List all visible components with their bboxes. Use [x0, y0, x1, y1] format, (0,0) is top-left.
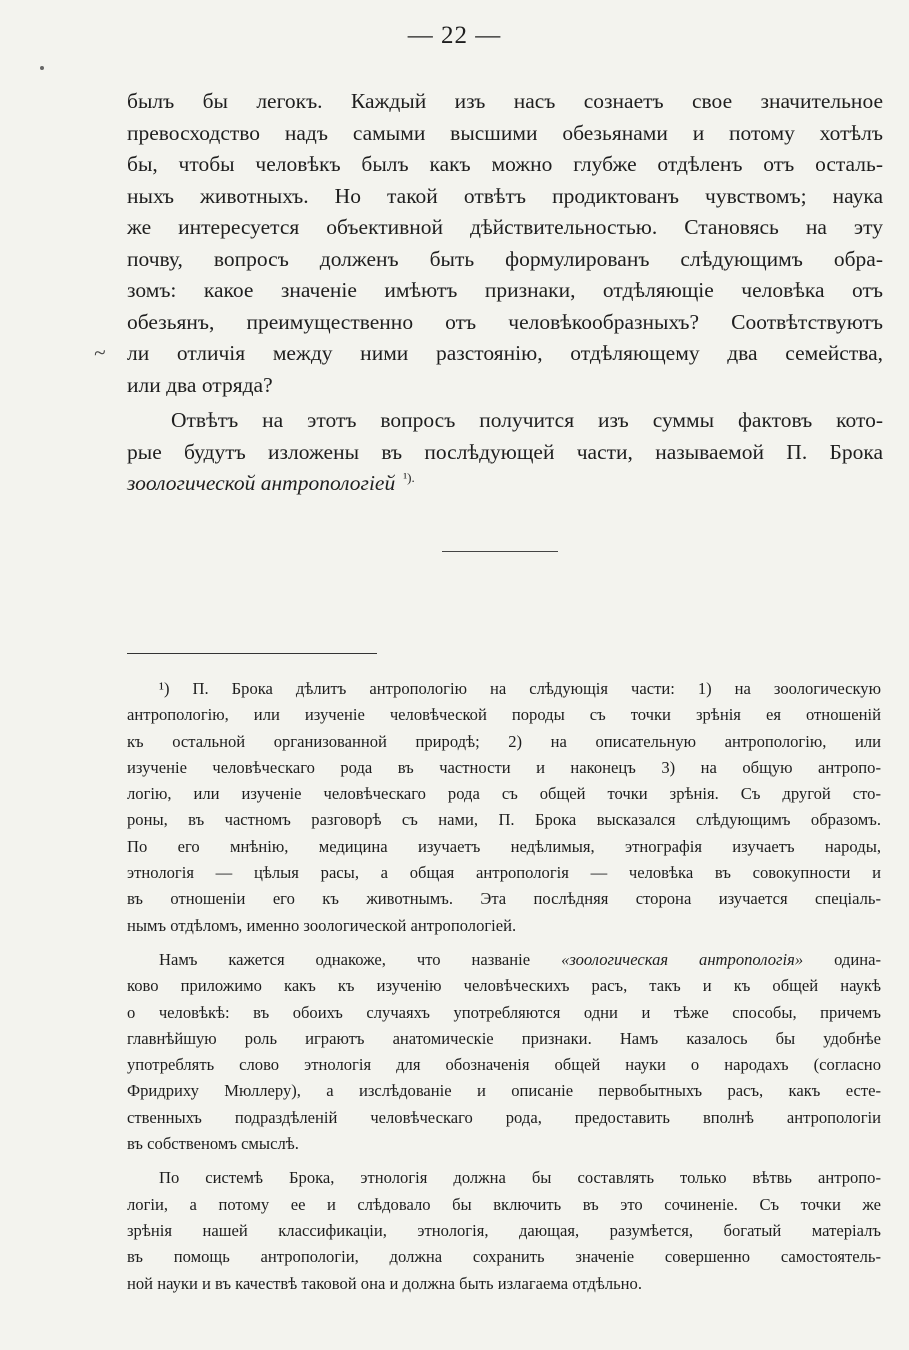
text-line: почву, вопросъ долженъ быть формулированъ слѣдующимъ обра-	[127, 246, 883, 271]
text-line: же интересуется объективной дѣйствительностью. Становясь на эту	[127, 215, 883, 239]
page-speck	[40, 66, 44, 70]
footnote-line: По его мнѣнію, медицина изучаетъ недѣлимыя, этнографія изучаетъ народы,	[127, 836, 881, 856]
italic-term: «зоологическая антропологія»	[561, 949, 804, 969]
footnote-reference: ¹).	[403, 469, 415, 485]
footnote-divider	[127, 653, 377, 654]
footnote-line: логію, или изученіе человѣческаго рода съ общей точки зрѣнія. Съ другой сто-	[127, 784, 881, 804]
footnote-line: въ отношеніи его къ животнымъ. Эта послѣдняя сторона изучается спеціаль-	[127, 889, 881, 909]
footnote-line: зрѣнія нашей классификаціи, этнологія, дающая, разумѣется, богатый матеріалъ	[127, 1220, 881, 1240]
main-paragraph-1	[127, 86, 883, 401]
text-line: зомъ: какое значеніе имѣютъ признаки, отдѣляющіе человѣка отъ	[127, 278, 883, 302]
footnote-line: въ собственомъ смыслѣ.	[127, 1134, 299, 1154]
footnote-line: главнѣйшую роль играютъ анатомическіе признаки. Намъ казалось бы удобнѣе	[127, 1028, 881, 1048]
main-paragraph-2	[127, 405, 883, 500]
footnote-paragraph-2	[127, 947, 881, 1157]
italic-term: зоологической антропологіей	[127, 471, 396, 495]
text-line: или два отряда?	[127, 372, 273, 397]
footnote-line: этнологія — цѣлыя расы, а общая антропологія — человѣка въ совокупности и	[127, 863, 881, 883]
text-line: обезьянъ, преимущественно отъ человѣкообразныхъ? Соотвѣтствуютъ	[127, 309, 883, 334]
footnote-line: употреблять слово этнологія для обозначенія общей науки о народахъ (согласно	[127, 1055, 881, 1075]
footnote-line: ственныхъ подраздѣленій человѣческаго рода, предоставить вполнѣ антропологіи	[127, 1107, 881, 1127]
footnote-line: роны, въ частномъ разговорѣ съ нами, П. Брока высказался слѣдующимъ образомъ.	[127, 810, 881, 830]
text-line	[127, 468, 883, 500]
footnote-line: антропологію, или изученіе человѣческой породы съ точки зрѣнія ея отношеній	[127, 705, 881, 725]
footnote-text: Намъ кажется однакоже, что названіе	[159, 949, 531, 969]
footnote-line: нымъ отдѣломъ, именно зоологической антропологіей.	[127, 915, 517, 935]
footnote-line	[127, 947, 881, 973]
footnote-line: изученіе человѣческаго рода въ частности и наконецъ 3) на общую антропо-	[127, 757, 881, 777]
footnote-paragraph-1	[127, 676, 881, 939]
footnote-line: ной науки и въ качествѣ таковой она и должна быть излагаема отдѣльно.	[127, 1273, 642, 1293]
text-line: превосходство надъ самыми высшими обезьянами и потому хотѣлъ	[127, 120, 883, 145]
text-line: ныхъ животныхъ. Но такой отвѣтъ продиктованъ чувствомъ; наука	[127, 183, 883, 208]
text-line: Отвѣтъ на этотъ вопросъ получится изъ суммы фактовъ кото-	[171, 408, 883, 432]
main-text	[127, 86, 883, 500]
footnote-paragraph-3	[127, 1165, 881, 1296]
footnote-line: По системѣ Брока, этнологія должна бы составлять только вѣтвь антропо-	[159, 1168, 881, 1188]
page-number: — 22 —	[407, 22, 502, 49]
footnote-line: Фридриху Мюллеру), а изслѣдованіе и описаніе первобытныхъ расъ, какъ есте-	[127, 1081, 881, 1101]
footnote-line: ¹) П. Брока дѣлитъ антропологію на слѣдующія части: 1) на зоологическую	[159, 679, 881, 698]
footnote-line: къ остальной организованной природѣ; 2) на описательную антропологію, или	[127, 731, 881, 751]
footnote-text: одина-	[803, 949, 882, 969]
section-divider	[442, 551, 558, 552]
footnote-line: въ помощь антропологіи, должна сохранить значеніе совершенно самостоятель-	[127, 1247, 881, 1267]
text-line: рые будутъ изложены въ послѣдующей части, называемой П. Брока	[127, 439, 883, 464]
text-line: былъ бы легокъ. Каждый изъ насъ сознаетъ свое значительное	[127, 89, 883, 113]
text-line: ли отличія между ними разстоянію, отдѣляющему два семейства,	[127, 341, 883, 365]
margin-pencil-mark: ~	[92, 339, 108, 366]
footnotes	[127, 676, 881, 1297]
footnote-line: логіи, а потому ее и слѣдовало бы включить въ это сочиненіе. Съ точки же	[127, 1194, 881, 1214]
footnote-line: о человѣкѣ: въ обоихъ случаяхъ употребляются одни и тѣже способы, причемъ	[127, 1002, 881, 1022]
text-line: бы, чтобы человѣкъ былъ какъ можно глубже отдѣленъ отъ осталь-	[127, 152, 883, 176]
footnote-line: ково приложимо какъ къ изученію человѣческихъ расъ, такъ и къ общей наукѣ	[127, 976, 881, 996]
